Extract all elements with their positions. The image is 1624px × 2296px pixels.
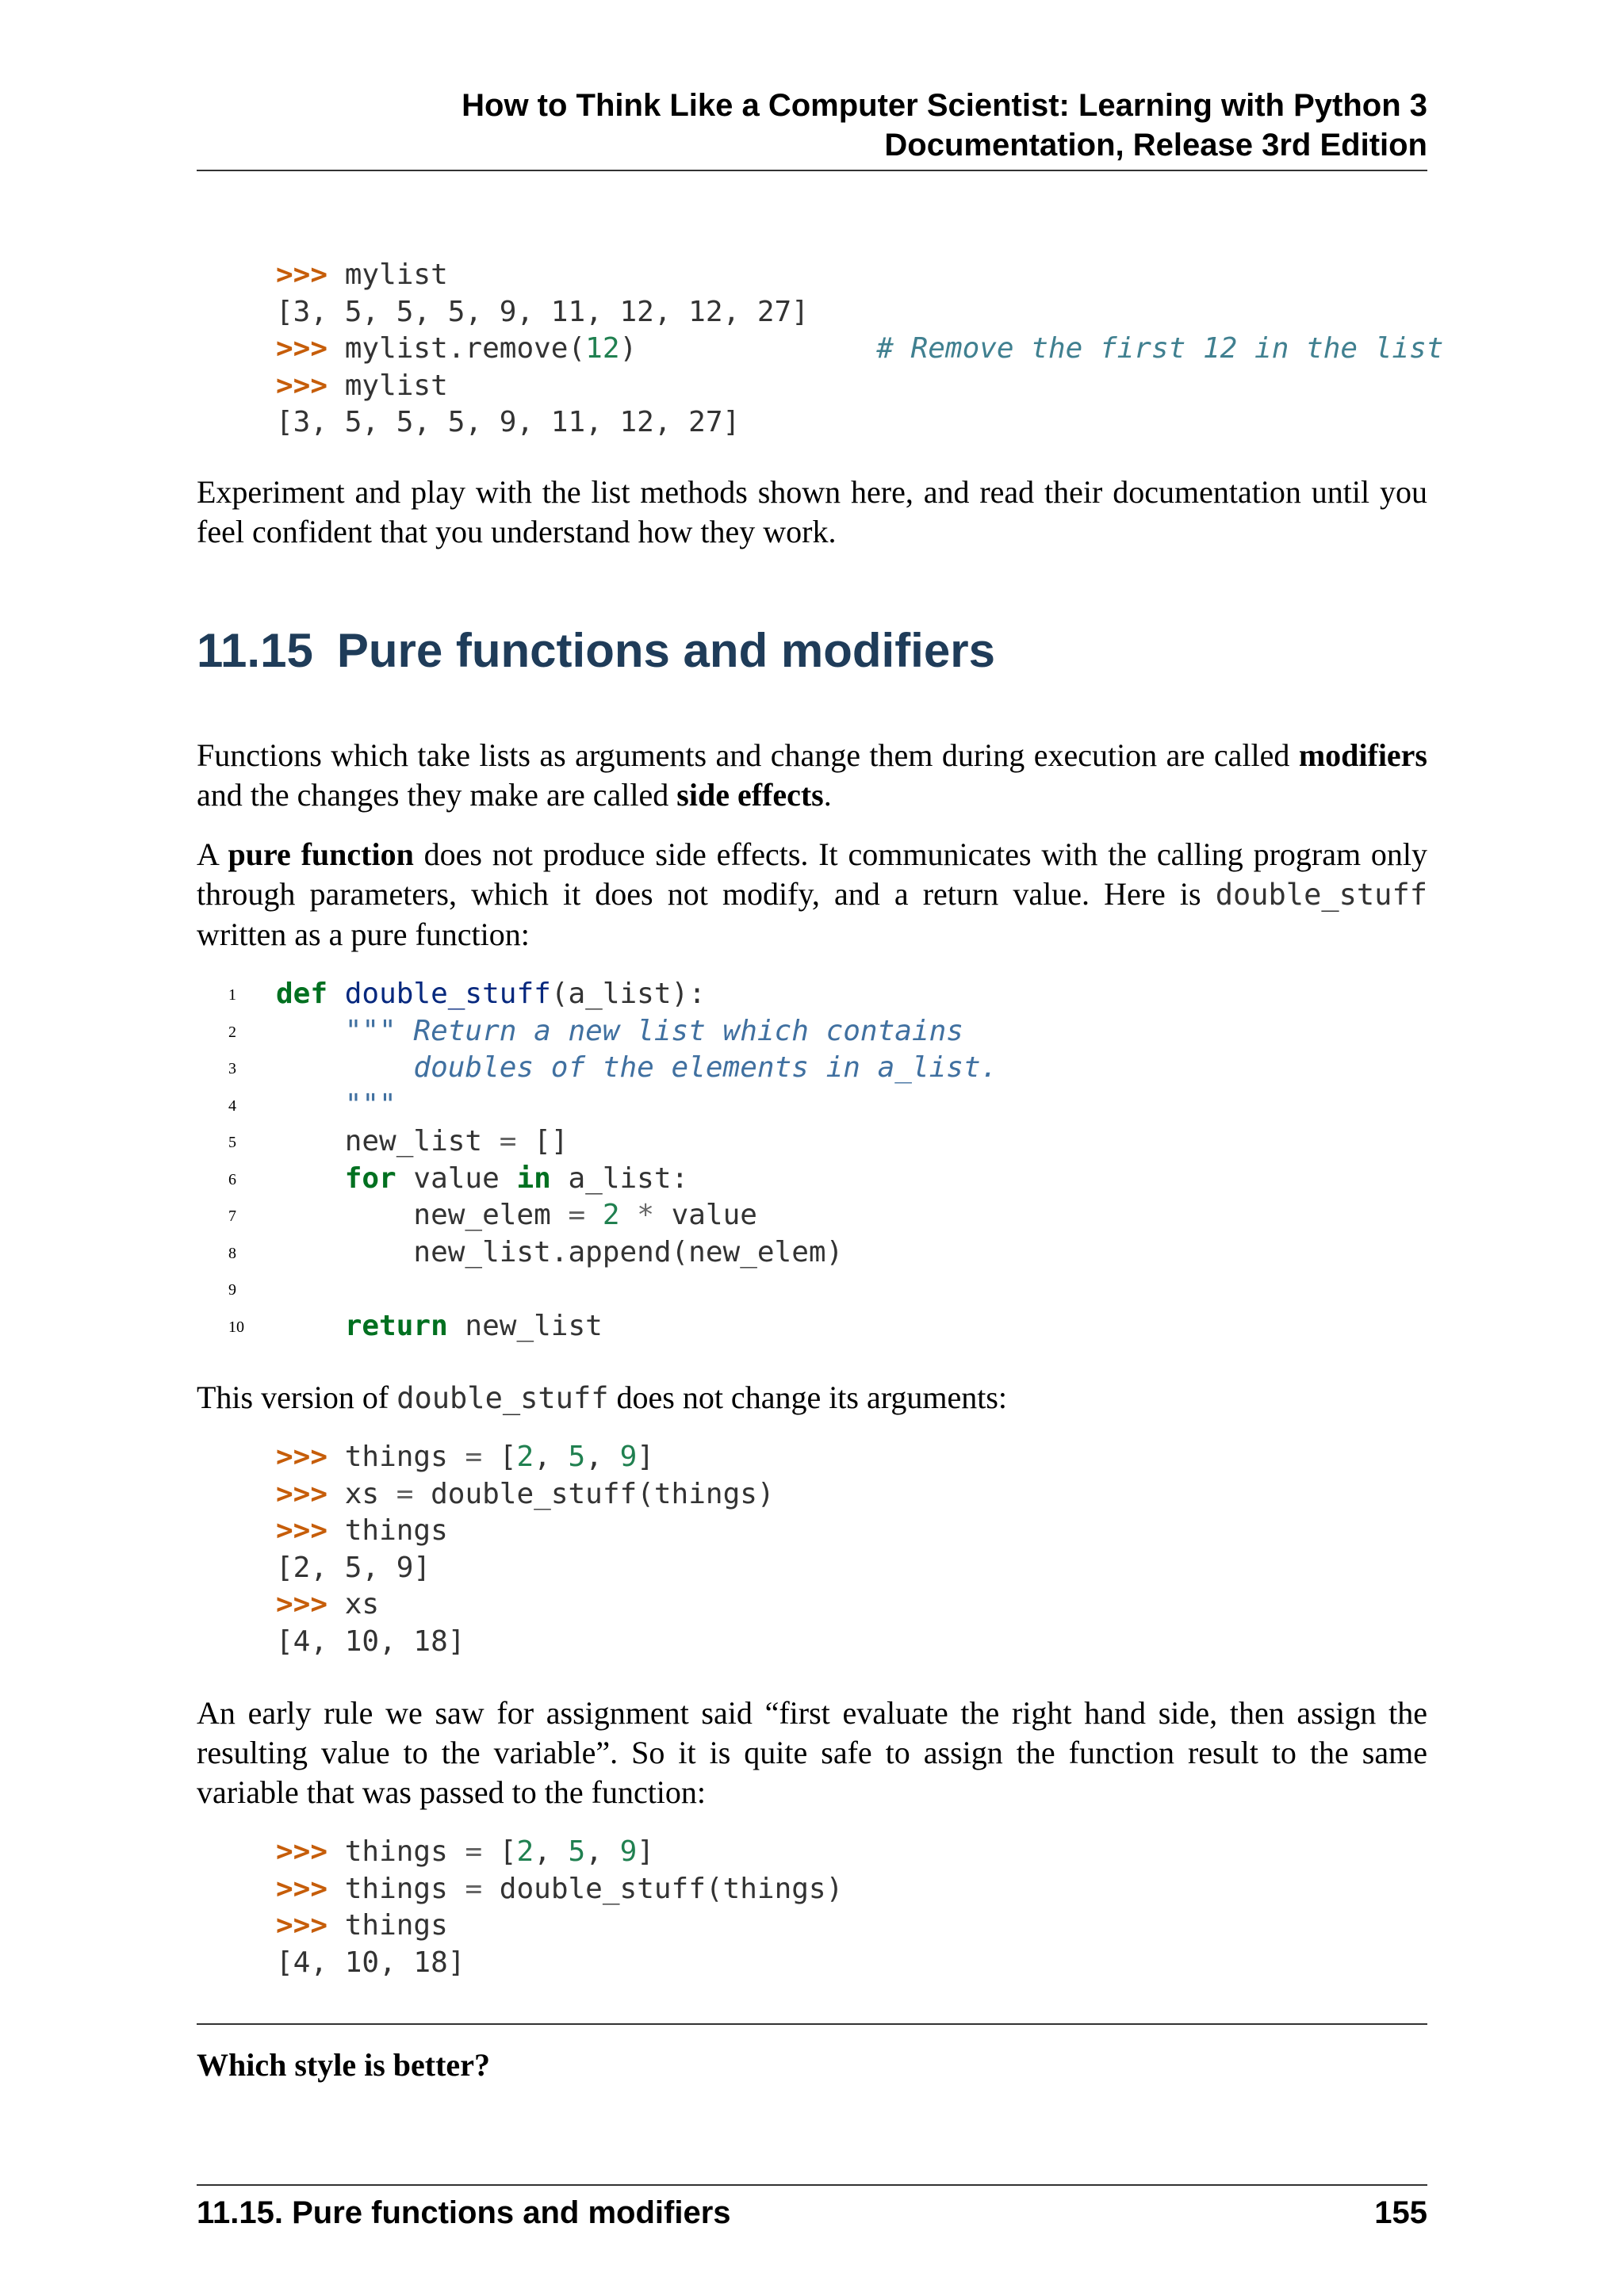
code-block-reassign xyxy=(276,1834,843,1981)
line-number: 3 xyxy=(228,1060,236,1077)
line-number: 6 xyxy=(228,1170,236,1188)
line-number: 1 xyxy=(228,986,236,1004)
footer-rule xyxy=(197,2184,1427,2186)
code-line: """ xyxy=(344,1088,396,1121)
code-line: >>> things xyxy=(276,1514,448,1547)
function-name: double_stuff xyxy=(344,978,551,1010)
paragraph-early-rule: An early rule we saw for assignment said “first evaluate the right hand side, then assign the resulting value to the variable”. So it is quite safe to assign the function result to the same variable that was passed to the function: xyxy=(197,1695,1427,1810)
code-line: return new_list xyxy=(344,1309,603,1342)
paragraph-this-version: This version of double_stuff does not change its arguments: xyxy=(197,1380,1007,1415)
code-line: new_list = [] xyxy=(344,1125,569,1158)
footer-section-ref: 11.15. Pure functions and modifiers xyxy=(197,2195,731,2230)
line-number: 8 xyxy=(228,1244,236,1262)
paragraph-pure-function: A pure function does not produce side effects. It communicates with the calling program only through parameters, which it does not modify, and a return value. Here is double_stuff written as a pure function: xyxy=(197,836,1427,952)
code-line: >>> mylist xyxy=(276,369,448,402)
code-line: >>> mylist xyxy=(276,258,448,291)
code-listing-double-stuff xyxy=(276,976,998,1345)
topic-rule xyxy=(197,2023,1427,2025)
line-number: 2 xyxy=(228,1023,236,1041)
code-output-line: [3, 5, 5, 5, 9, 11, 12, 12, 27] xyxy=(276,295,809,328)
line-number: 4 xyxy=(228,1096,236,1115)
code-line: >>> things = double_stuff(things) xyxy=(276,1872,844,1905)
line-numbers xyxy=(228,977,244,1345)
header-rule xyxy=(197,170,1427,171)
code-line: >>> xs xyxy=(276,1588,380,1621)
code-block-things-xs xyxy=(276,1439,775,1660)
code-line: >>> things xyxy=(276,1909,448,1942)
code-output-line: [4, 10, 18] xyxy=(276,1624,465,1658)
code-line: new_list.append(new_elem) xyxy=(413,1235,844,1269)
code-line: >>> mylist.remove(12) # Remove the first 12 in the list xyxy=(276,332,1444,365)
code-output-line: [3, 5, 5, 5, 9, 11, 12, 27] xyxy=(276,406,741,438)
header-title-line-1: How to Think Like a Computer Scientist: Learning with Python 3 xyxy=(462,88,1427,123)
term-side-effects: side effects xyxy=(676,777,824,813)
section-number: 11.15 xyxy=(197,624,313,677)
code-line: >>> things = [2, 5, 9] xyxy=(276,1835,654,1868)
code-output-line: [2, 5, 9] xyxy=(276,1551,431,1584)
section-heading xyxy=(197,623,995,679)
page-number: 155 xyxy=(1374,2195,1427,2230)
code-line: for value in a_list: xyxy=(344,1161,689,1195)
code-line xyxy=(276,1271,998,1308)
line-number: 5 xyxy=(228,1134,236,1151)
code-line: >>> xs = double_stuff(things) xyxy=(276,1477,775,1510)
header-title-line-2: Documentation, Release 3rd Edition xyxy=(884,128,1427,163)
code-line: def double_stuff(a_list): xyxy=(276,978,706,1010)
paragraph-experiment: Experiment and play with the list methods shown here, and read their documentation until you feel confident that you understand how they work. xyxy=(197,474,1427,549)
term-modifiers: modifiers xyxy=(1298,737,1427,773)
code-line: new_elem = 2 * value xyxy=(413,1199,757,1231)
paragraph-modifiers: Functions which take lists as arguments and change them during execution are called modifiers and the changes they make are called side effects. xyxy=(197,737,1427,813)
code-line: doubles of the elements in a_list. xyxy=(413,1051,998,1084)
term-pure-function: pure function xyxy=(228,836,414,872)
code-block-mylist-remove xyxy=(276,257,1443,442)
line-number: 10 xyxy=(228,1318,244,1336)
code-comment: # Remove the first 12 in the list xyxy=(876,332,1444,365)
running-header xyxy=(197,86,1427,165)
code-line: """ Return a new list which contains xyxy=(344,1014,963,1047)
inline-code-double-stuff: double_stuff xyxy=(1215,878,1427,912)
code-output-line: [4, 10, 18] xyxy=(276,1946,465,1979)
topic-heading: Which style is better? xyxy=(197,2047,490,2083)
line-number: 7 xyxy=(228,1207,236,1225)
line-number: 9 xyxy=(228,1281,236,1299)
inline-code-double-stuff: double_stuff xyxy=(396,1381,609,1415)
code-line: >>> things = [2, 5, 9] xyxy=(276,1441,654,1473)
section-title: Pure functions and modifiers xyxy=(336,624,995,677)
